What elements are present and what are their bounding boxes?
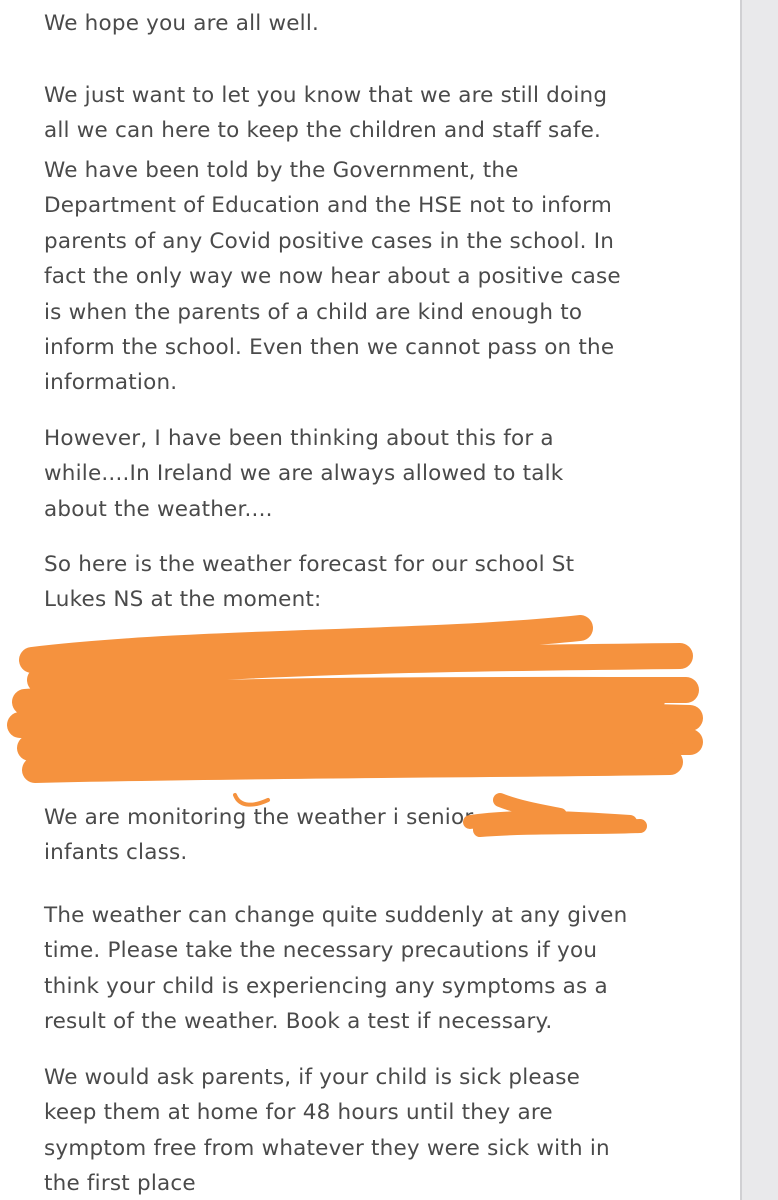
paragraph-sick-children: We would ask parents, if your child is sick please keep them at home for 48 hours until they are symptom free from whatever they were sick with in the first place	[44, 1065, 610, 1197]
paragraph-precautions: The weather can change quite suddenly at any given time. Please take the necessary precautions if you think your child is experiencing any symptoms as a result of the weather. Book a test if necessary.	[44, 903, 628, 1035]
redacted-text-line	[44, 635, 684, 665]
paragraph-forecast-heading: So here is the weather forecast for our school St Lukes NS at the moment:	[44, 552, 575, 613]
redacted-text-fragments	[44, 635, 684, 665]
page-edge-divider	[740, 0, 742, 1200]
paragraph-greeting: We hope you are all well.	[44, 11, 320, 36]
paragraph-monitoring: We are monitoring the weather i senior infants class.	[44, 805, 474, 866]
paragraph-safety: We just want to let you know that we are still doing all we can here to keep the children and staff safe.	[44, 83, 608, 144]
paragraph-government-instructions: We have been told by the Government, the Department of Education and the HSE not to inform parents of any Covid positive cases in the school. In fact the only way we now hear about a positive case is when the parents of a child are kind enough to inform the school. Even then we cannot pass on the information.	[44, 158, 621, 396]
paragraph-weather-intro: However, I have been thinking about this for a while....In Ireland we are always allowed to talk about the weather....	[44, 426, 564, 522]
